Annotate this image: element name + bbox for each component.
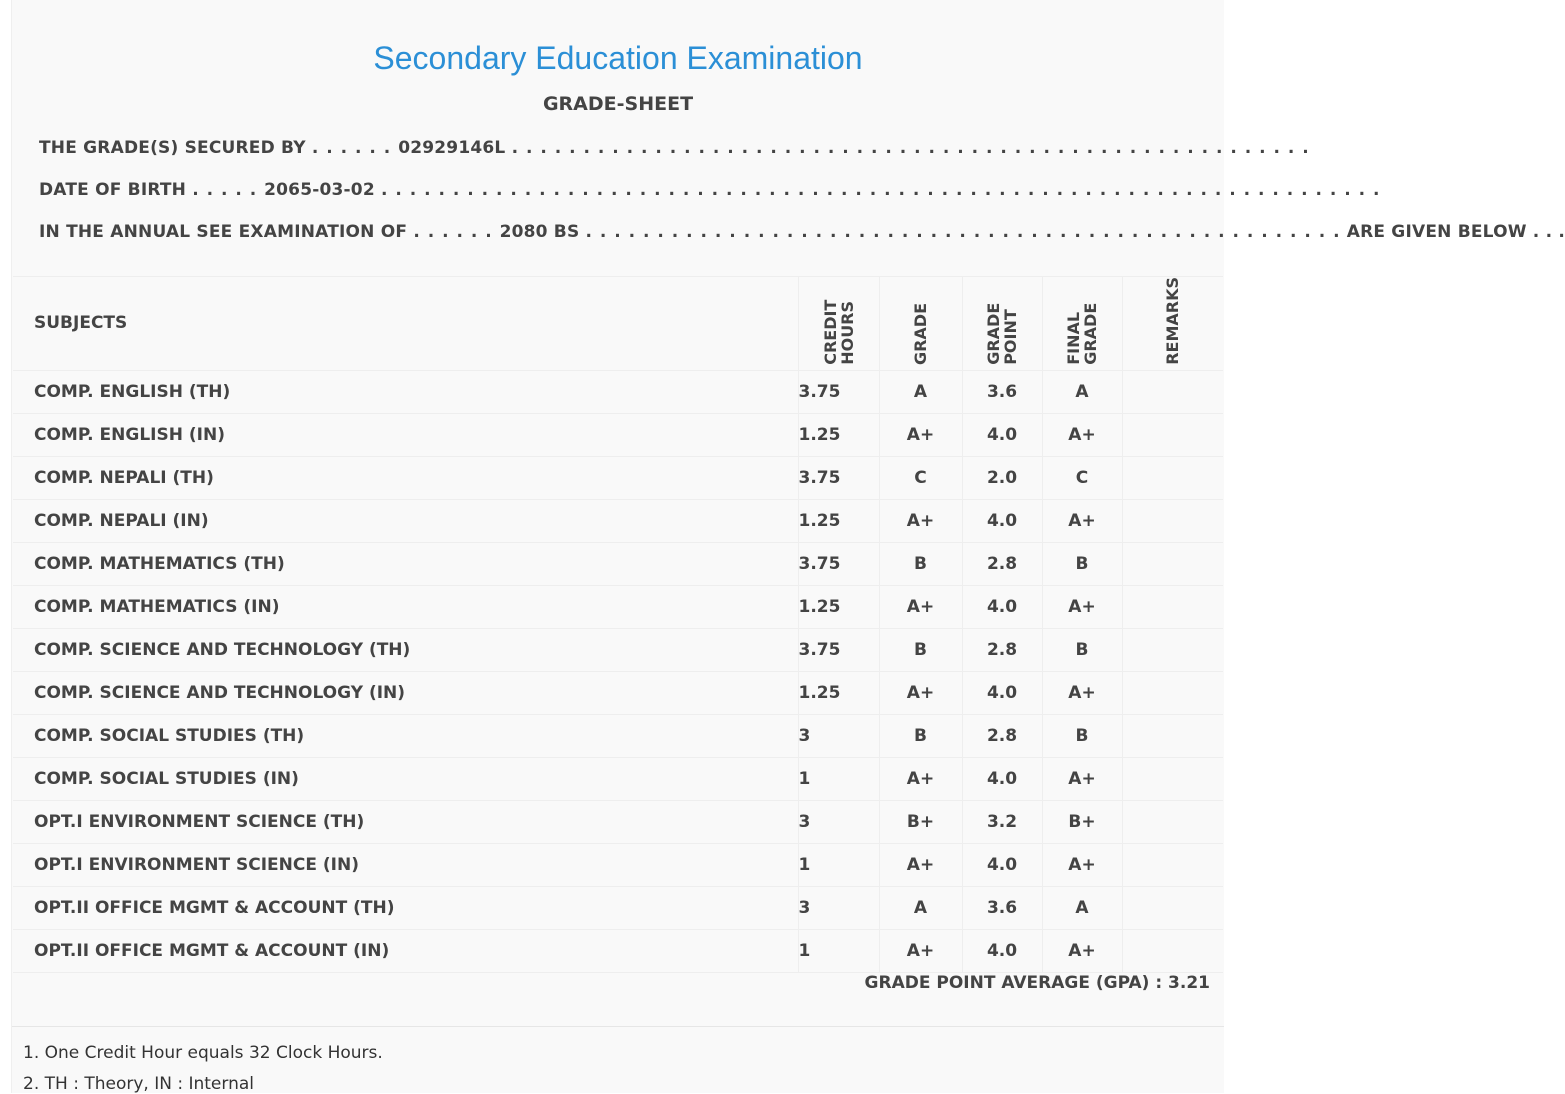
gpa-label: GRADE POINT AVERAGE (GPA) : (864, 973, 1163, 993)
remarks-cell (1122, 886, 1223, 929)
subject-cell: COMP. SCIENCE AND TECHNOLOGY (IN) (13, 671, 798, 714)
page-subtitle: GRADE-SHEET (542, 93, 694, 115)
credit-hours-cell: 3.75 (798, 542, 879, 585)
table-row (13, 628, 1223, 671)
table-row (13, 714, 1223, 757)
grade-point-cell: 4.0 (962, 671, 1042, 714)
dob-label: DATE OF BIRTH (39, 180, 187, 200)
header-subjects: SUBJECTS (13, 277, 798, 371)
credit-hours-cell: 3.75 (798, 628, 879, 671)
grade-cell: B (879, 542, 962, 585)
final-grade-cell: B (1042, 542, 1122, 585)
grades-table (13, 276, 1223, 973)
subject-cell: OPT.I ENVIRONMENT SCIENCE (IN) (13, 843, 798, 886)
header-remarks: REMARKS (1122, 277, 1223, 371)
credit-hours-cell: 3.75 (798, 456, 879, 499)
grade-cell: A+ (879, 499, 962, 542)
remarks-cell (1122, 499, 1223, 542)
subject-cell: COMP. MATHEMATICS (TH) (13, 542, 798, 585)
dob-value: 2065-03-02 (264, 180, 375, 200)
grade-point-cell: 2.0 (962, 456, 1042, 499)
exam-value: 2080 BS (499, 222, 580, 242)
grade-cell: B (879, 714, 962, 757)
subject-cell: COMP. ENGLISH (IN) (13, 413, 798, 456)
remarks-cell (1122, 413, 1223, 456)
remarks-cell (1122, 757, 1223, 800)
dot-leader: . . . . . (192, 180, 265, 200)
table-row (13, 843, 1223, 886)
grade-point-cell: 4.0 (962, 929, 1042, 972)
secured-by-line (39, 138, 1310, 158)
grade-cell: A (879, 370, 962, 413)
table-row (13, 499, 1223, 542)
table-row (13, 542, 1223, 585)
dot-leader: . . . . . . (413, 222, 500, 242)
final-grade-cell: A+ (1042, 757, 1122, 800)
grade-cell: C (879, 456, 962, 499)
final-grade-cell: A+ (1042, 843, 1122, 886)
grade-cell: A+ (879, 585, 962, 628)
final-grade-cell: B (1042, 714, 1122, 757)
grade-point-cell: 2.8 (962, 714, 1042, 757)
table-row (13, 886, 1223, 929)
grade-point-cell: 3.6 (962, 886, 1042, 929)
dot-leader: . . . . . . . . . . . . . . . . . . . . . . . . . . . . . . . . . . . . . . . . . . . . . . . . . . . . . . . . . . . . . . . . . . . . . . (380, 180, 1381, 200)
header-grade: GRADE (879, 277, 962, 371)
grade-cell: A+ (879, 929, 962, 972)
credit-hours-cell: 1.25 (798, 499, 879, 542)
subject-cell: COMP. SOCIAL STUDIES (IN) (13, 757, 798, 800)
grade-cell: B (879, 628, 962, 671)
header-credit-hours: CREDIT HOURS (798, 277, 879, 371)
grade-point-cell: 4.0 (962, 585, 1042, 628)
gpa-summary (865, 973, 1210, 993)
credit-hours-cell: 3 (798, 886, 879, 929)
final-grade-cell: A+ (1042, 413, 1122, 456)
secured-by-label: THE GRADE(S) SECURED BY (39, 138, 306, 158)
remarks-cell (1122, 370, 1223, 413)
table-row (13, 757, 1223, 800)
final-grade-cell: A+ (1042, 671, 1122, 714)
final-grade-cell: A (1042, 886, 1122, 929)
table-row (13, 456, 1223, 499)
grade-cell: A (879, 886, 962, 929)
grade-point-cell: 3.2 (962, 800, 1042, 843)
table-row (13, 929, 1223, 972)
subject-cell: OPT.I ENVIRONMENT SCIENCE (TH) (13, 800, 798, 843)
credit-hours-cell: 1 (798, 757, 879, 800)
credit-hours-cell: 3 (798, 714, 879, 757)
remarks-cell (1122, 671, 1223, 714)
dot-leader: . . . . . . (311, 138, 399, 158)
subject-cell: COMP. SOCIAL STUDIES (TH) (13, 714, 798, 757)
final-grade-cell: A (1042, 370, 1122, 413)
credit-hours-cell: 1 (798, 843, 879, 886)
remarks-cell (1122, 628, 1223, 671)
remarks-cell (1122, 714, 1223, 757)
remarks-cell (1122, 929, 1223, 972)
remarks-cell (1122, 456, 1223, 499)
remarks-cell (1122, 542, 1223, 585)
remarks-cell (1122, 800, 1223, 843)
credit-hours-cell: 1.25 (798, 413, 879, 456)
credit-hours-cell: 1.25 (798, 585, 879, 628)
gpa-value: 3.21 (1168, 973, 1210, 993)
grade-cell: A+ (879, 843, 962, 886)
subject-cell: OPT.II OFFICE MGMT & ACCOUNT (IN) (13, 929, 798, 972)
grade-point-cell: 4.0 (962, 757, 1042, 800)
credit-hours-cell: 1 (798, 929, 879, 972)
exam-line (39, 222, 1565, 242)
notes-section (12, 1026, 1224, 1094)
grade-point-cell: 4.0 (962, 843, 1042, 886)
table-header-row (13, 277, 1223, 371)
credit-hours-cell: 3.75 (798, 370, 879, 413)
header-grade-point: GRADE POINT (962, 277, 1042, 371)
dot-leader: . . . . . . . . . . . . . . . . . . . . . . . . . . . . . . . . . . . . . . . . . . . . . . . . . . . . . (585, 222, 1341, 242)
note-item: 2. TH : Theory, IN : Internal (23, 1074, 254, 1094)
subject-cell: COMP. ENGLISH (TH) (13, 370, 798, 413)
final-grade-cell: B (1042, 628, 1122, 671)
dot-leader: . . . . . . . . . . . . . . . . . . . . . . . . . . . . . . . . . . . . . . . . . . . . . . . . . . . . . . . . (511, 138, 1310, 158)
subject-cell: COMP. SCIENCE AND TECHNOLOGY (TH) (13, 628, 798, 671)
subject-cell: COMP. NEPALI (TH) (13, 456, 798, 499)
grade-cell: B+ (879, 800, 962, 843)
grade-cell: A+ (879, 757, 962, 800)
credit-hours-cell: 1.25 (798, 671, 879, 714)
table-row (13, 413, 1223, 456)
table-row (13, 585, 1223, 628)
credit-hours-cell: 3 (798, 800, 879, 843)
final-grade-cell: C (1042, 456, 1122, 499)
exam-suffix: ARE GIVEN BELOW . . . (1346, 222, 1565, 242)
final-grade-cell: A+ (1042, 499, 1122, 542)
table-row (13, 671, 1223, 714)
final-grade-cell: A+ (1042, 585, 1122, 628)
grade-cell: A+ (879, 413, 962, 456)
subject-cell: COMP. NEPALI (IN) (13, 499, 798, 542)
header-final-grade: FINAL GRADE (1042, 277, 1122, 371)
table-row (13, 370, 1223, 413)
grade-cell: A+ (879, 671, 962, 714)
subject-cell: OPT.II OFFICE MGMT & ACCOUNT (TH) (13, 886, 798, 929)
dob-line (39, 180, 1380, 200)
final-grade-cell: B+ (1042, 800, 1122, 843)
subject-cell: COMP. MATHEMATICS (IN) (13, 585, 798, 628)
secured-by-value: 02929146L (398, 138, 506, 158)
exam-label: IN THE ANNUAL SEE EXAMINATION OF (39, 222, 408, 242)
final-grade-cell: A+ (1042, 929, 1122, 972)
note-item: 1. One Credit Hour equals 32 Clock Hours. (23, 1043, 383, 1063)
grade-sheet (11, 0, 1565, 1094)
grade-point-cell: 2.8 (962, 628, 1042, 671)
remarks-cell (1122, 843, 1223, 886)
remarks-cell (1122, 585, 1223, 628)
grade-point-cell: 2.8 (962, 542, 1042, 585)
grade-point-cell: 4.0 (962, 413, 1042, 456)
grade-point-cell: 4.0 (962, 499, 1042, 542)
table-row (13, 800, 1223, 843)
grade-point-cell: 3.6 (962, 370, 1042, 413)
page-title: Secondary Education Examination (373, 40, 863, 76)
